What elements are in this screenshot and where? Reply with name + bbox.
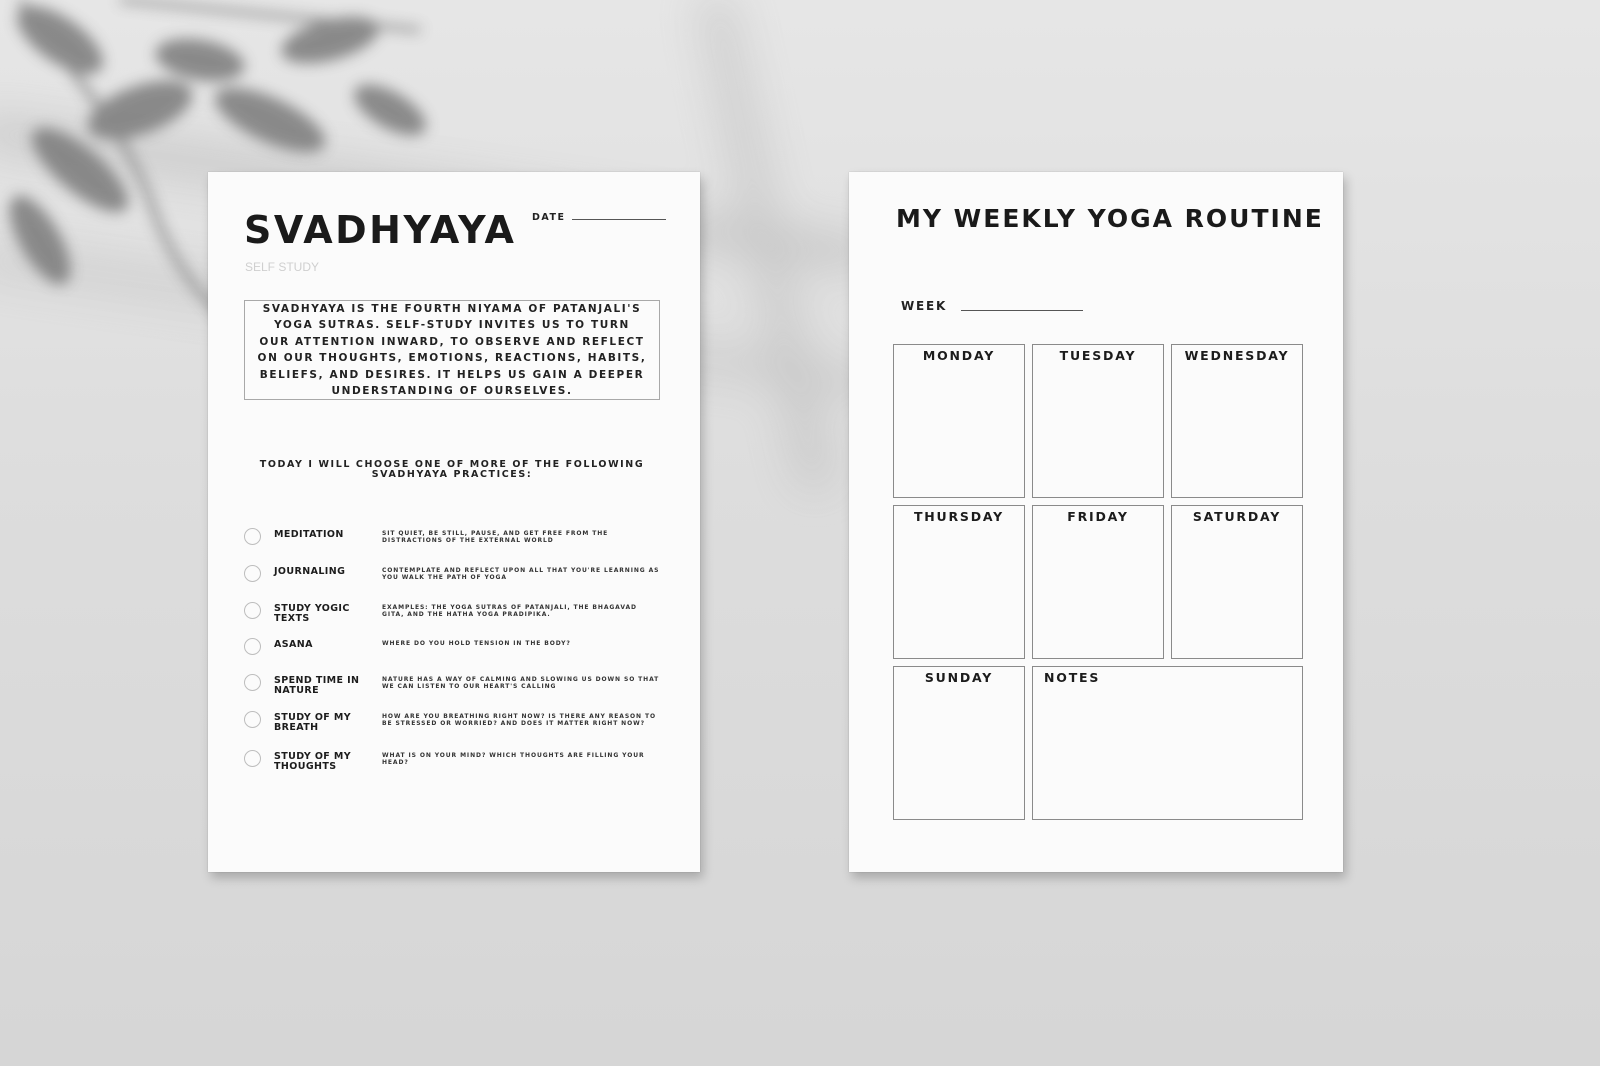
notes-box[interactable] (1032, 666, 1303, 820)
practice-name: STUDY YOGIC TEXTS (274, 603, 350, 624)
worksheet-title: SVADHYAYA (244, 208, 517, 252)
date-label: DATE (532, 212, 566, 223)
day-box-thursday[interactable] (893, 505, 1025, 659)
date-field-line[interactable] (572, 219, 666, 220)
practice-checkbox[interactable] (244, 602, 261, 619)
day-box-wednesday[interactable] (1171, 344, 1303, 498)
practice-description: EXAMPLES: THE YOGA SUTRAS OF PATANJALI, THE BHAGAVAD GITA, AND THE HATHA YOGA PRADIPIKA. (382, 604, 637, 618)
day-label: TUESDAY (1059, 348, 1137, 363)
day-label: SATURDAY (1192, 509, 1282, 524)
day-box-monday[interactable] (893, 344, 1025, 498)
practice-checkbox[interactable] (244, 528, 261, 545)
list-item (244, 602, 664, 632)
practice-checkbox[interactable] (244, 638, 261, 655)
list-item (244, 711, 664, 741)
day-label: THURSDAY (913, 509, 1005, 524)
week-label: WEEK (901, 299, 948, 313)
practice-checkbox[interactable] (244, 674, 261, 691)
practice-checkbox[interactable] (244, 750, 261, 767)
day-label: FRIDAY (1067, 509, 1129, 524)
practice-description: HOW ARE YOU BREATHING RIGHT NOW? IS THERE ANY REASON TO BE STRESSED OR WORRIED? AND DOES IT MATTER RIGHT NOW? (382, 713, 656, 727)
practices-heading: TODAY I WILL CHOOSE ONE OF MORE OF THE FOLLOWING SVADHYAYA PRACTICES: (259, 459, 645, 480)
intro-box (244, 300, 660, 400)
practice-description: NATURE HAS A WAY OF CALMING AND SLOWING US DOWN SO THAT WE CAN LISTEN TO OUR HEART'S CALLING (382, 676, 660, 690)
practice-name: SPEND TIME IN NATURE (274, 675, 360, 696)
day-box-sunday[interactable] (893, 666, 1025, 820)
day-label: MONDAY (922, 348, 996, 363)
worksheet-subtitle: SELF STUDY (245, 260, 320, 274)
weekly-routine-worksheet (849, 172, 1343, 872)
intro-text: SVADHYAYA IS THE FOURTH NIYAMA OF PATANJALI'S YOGA SUTRAS. SELF-STUDY INVITES US TO TURN OUR ATTENTION INWARD, TO OBSERVE AND REFLECT ON OUR THOUGHTS, EMOTIONS, REACTIONS, HABITS, BELIEFS, AND DESIRES. IT HELPS US GAIN A DEEPER UNDERSTANDING OF OURSELVES. (257, 302, 647, 397)
practice-name: JOURNALING (274, 566, 346, 577)
practice-name: STUDY OF MY BREATH (274, 712, 352, 733)
practice-description: SIT QUIET, BE STILL, PAUSE, AND GET FREE FROM THE DISTRACTIONS OF THE EXTERNAL WORLD (382, 530, 609, 544)
svadhyaya-worksheet (208, 172, 700, 872)
list-item (244, 528, 664, 558)
notes-label: NOTES (1044, 670, 1101, 685)
practice-checkbox[interactable] (244, 565, 261, 582)
day-label: WEDNESDAY (1184, 348, 1290, 363)
practice-checkbox[interactable] (244, 711, 261, 728)
list-item (244, 674, 664, 704)
list-item (244, 638, 664, 668)
day-label: SUNDAY (924, 670, 994, 685)
list-item (244, 565, 664, 595)
week-field-line[interactable] (961, 310, 1083, 311)
day-box-friday[interactable] (1032, 505, 1164, 659)
practice-description: WHAT IS ON YOUR MIND? WHICH THOUGHTS ARE FILLING YOUR HEAD? (382, 752, 645, 766)
practice-name: MEDITATION (274, 529, 344, 540)
practice-description: CONTEMPLATE AND REFLECT UPON ALL THAT YOU'RE LEARNING AS YOU WALK THE PATH OF YOGA (382, 567, 660, 581)
practice-name: ASANA (274, 639, 313, 650)
practice-name: STUDY OF MY THOUGHTS (274, 751, 352, 772)
day-box-tuesday[interactable] (1032, 344, 1164, 498)
practice-description: WHERE DO YOU HOLD TENSION IN THE BODY? (382, 640, 571, 647)
day-box-saturday[interactable] (1171, 505, 1303, 659)
list-item (244, 750, 664, 780)
worksheet-title: MY WEEKLY YOGA ROUTINE (896, 204, 1324, 233)
